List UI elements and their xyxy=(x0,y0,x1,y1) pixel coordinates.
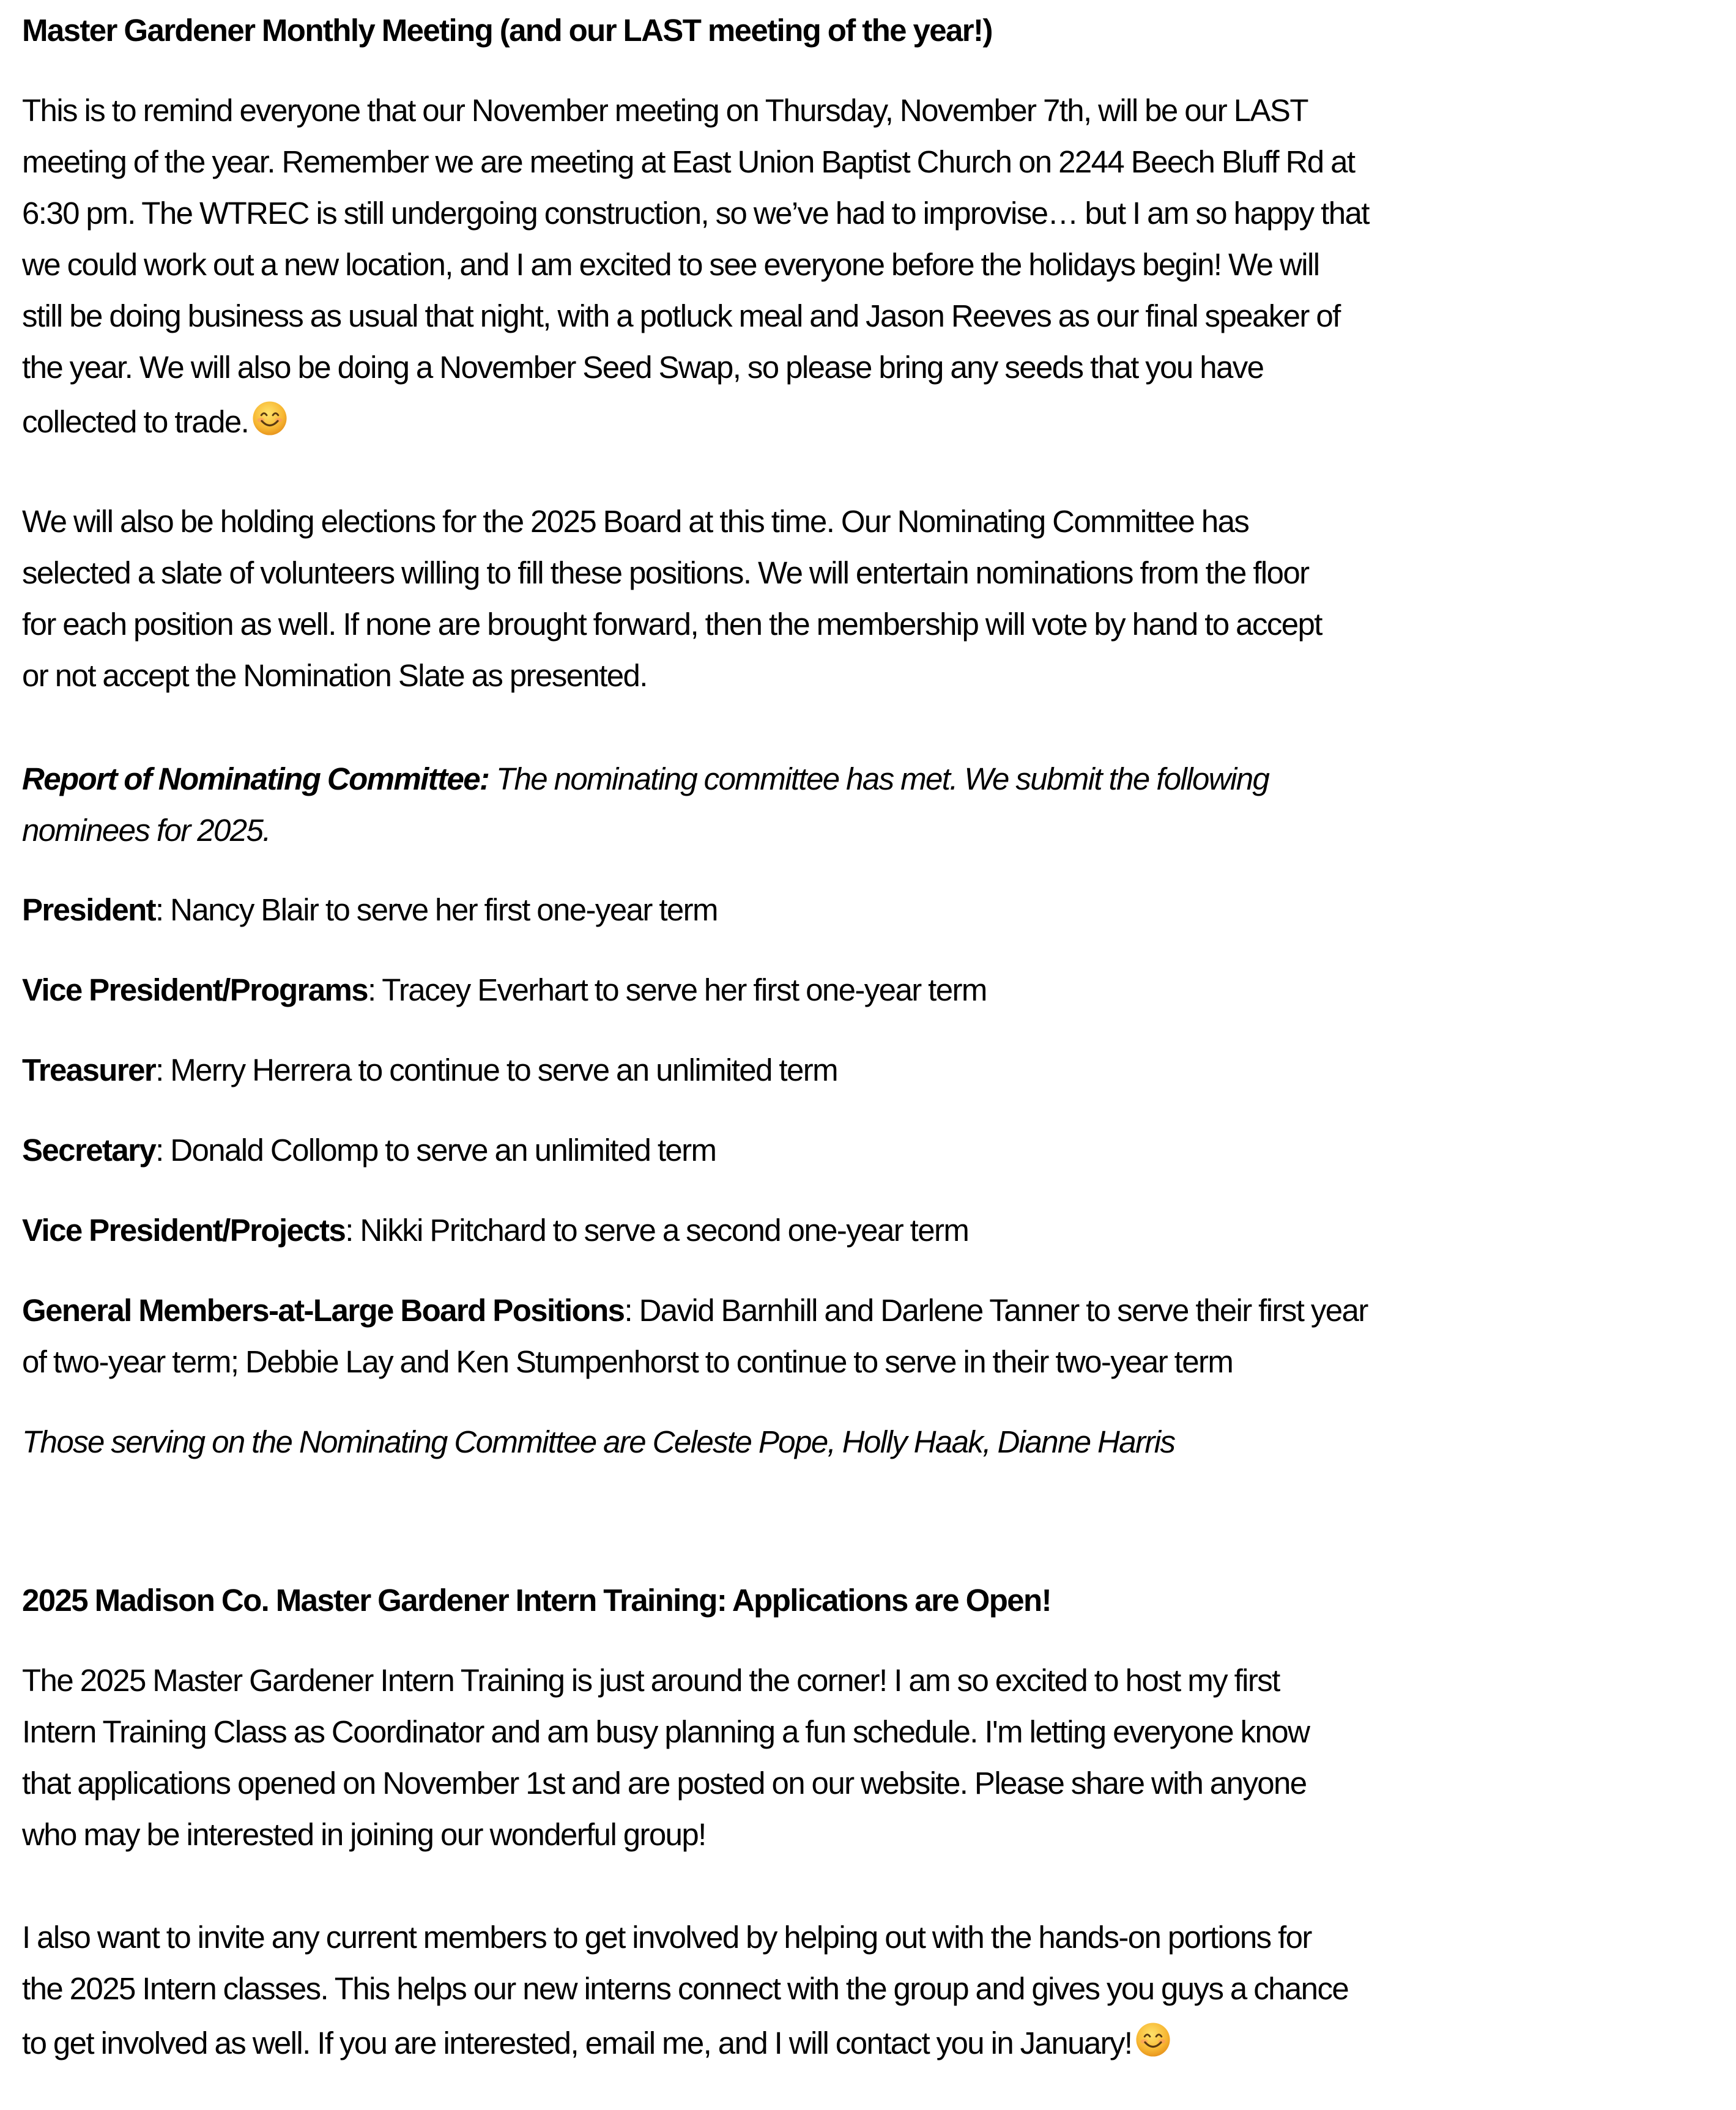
report-line: nominees for 2025. xyxy=(22,813,270,848)
para1-line: meeting of the year. Remember we are meeting at East Union Baptist Church on 2244 Beech Bluff Rd at xyxy=(22,144,1355,179)
nominee-text: : Merry Herrera to continue to serve an unlimited term xyxy=(155,1053,837,1087)
section1-title: Master Gardener Monthly Meeting (and our LAST meeting of the year!) xyxy=(22,13,992,48)
nominee-text: : Nancy Blair to serve her first one-year term xyxy=(155,892,718,927)
s2-para2-line: the 2025 Intern classes. This helps our new interns connect with the group and gives you guys a chance xyxy=(22,1971,1349,2006)
para1-line: 6:30 pm. The WTREC is still undergoing construction, so we’ve had to improvise… but I am so happy that xyxy=(22,196,1369,231)
nominee-text: : Donald Collomp to serve an unlimited term xyxy=(155,1133,716,1168)
s2-para2-line: I also want to invite any current members to get involved by helping out with the hands-on portions for xyxy=(22,1920,1311,1955)
para1-line: we could work out a new location, and I am excited to see everyone before the holidays begin! We will xyxy=(22,247,1319,282)
nominee-role: General Members-at-Large Board Positions xyxy=(22,1293,625,1328)
nominee-text: : David Barnhill and Darlene Tanner to serve their first year xyxy=(624,1293,1368,1328)
nominee-role: President xyxy=(22,892,156,927)
nominee-vp-programs xyxy=(22,972,987,1009)
s2-para1-line: who may be interested in joining our wonderful group! xyxy=(22,1817,706,1852)
nominee-role: Vice President/Programs xyxy=(22,972,368,1007)
nominee-text: : Nikki Pritchard to serve a second one-year term xyxy=(345,1213,969,1248)
section2-title: 2025 Madison Co. Master Gardener Intern Training: Applications are Open! xyxy=(22,1583,1051,1618)
nominee-text: : Tracey Everhart to serve her first one-year term xyxy=(368,972,987,1007)
nominee-secretary xyxy=(22,1132,716,1169)
para2-line: We will also be holding elections for the 2025 Board at this time. Our Nominating Committee has xyxy=(22,504,1249,539)
nominee-role: Secretary xyxy=(22,1133,156,1168)
smiling-face-icon xyxy=(252,401,287,436)
s2-para2-line-text: to get involved as well. If you are interested, email me, and I will contact you in January! xyxy=(22,2026,1132,2060)
para2-line: selected a slate of volunteers willing to fill these positions. We will entertain nominations from the floor xyxy=(22,555,1309,590)
para1-line: the year. We will also be doing a November Seed Swap, so please bring any seeds that you have xyxy=(22,350,1264,385)
s2-para2-line xyxy=(22,2022,1171,2062)
nominee-general-line2: of two-year term; Debbie Lay and Ken Stumpenhorst to continue to serve in their two-year term xyxy=(22,1344,1233,1379)
para1-line: still be doing business as usual that night, with a potluck meal and Jason Reeves as our final speaker of xyxy=(22,298,1340,333)
committee-note: Those serving on the Nominating Committee are Celeste Pope, Holly Haak, Dianne Harris xyxy=(22,1424,1175,1459)
s2-para1-line: Intern Training Class as Coordinator and am busy planning a fun schedule. I'm letting everyone know xyxy=(22,1714,1310,1749)
nominee-vp-projects xyxy=(22,1212,968,1249)
nominee-general-members xyxy=(22,1292,1368,1329)
report-label: Report of Nominating Committee: xyxy=(22,761,489,796)
report-text: The nominating committee has met. We submit the following xyxy=(489,761,1269,796)
s2-para1-line: that applications opened on November 1st and are posted on our website. Please share with anyone xyxy=(22,1766,1307,1801)
para1-line: This is to remind everyone that our November meeting on Thursday, November 7th, will be our LAST xyxy=(22,93,1308,128)
para2-line: for each position as well. If none are brought forward, then the membership will vote by hand to accept xyxy=(22,607,1322,642)
s2-para1-line: The 2025 Master Gardener Intern Training is just around the corner! I am so excited to host my first xyxy=(22,1663,1280,1698)
para1-line xyxy=(22,401,287,440)
report-line xyxy=(22,761,1269,798)
nominee-president xyxy=(22,892,718,928)
nominee-role: Vice President/Projects xyxy=(22,1213,346,1248)
para1-line-text: collected to trade. xyxy=(22,404,249,439)
nominee-role: Treasurer xyxy=(22,1053,156,1087)
smiling-face-icon xyxy=(1135,2022,1171,2057)
para2-line: or not accept the Nomination Slate as presented. xyxy=(22,658,647,693)
nominee-treasurer xyxy=(22,1052,837,1089)
